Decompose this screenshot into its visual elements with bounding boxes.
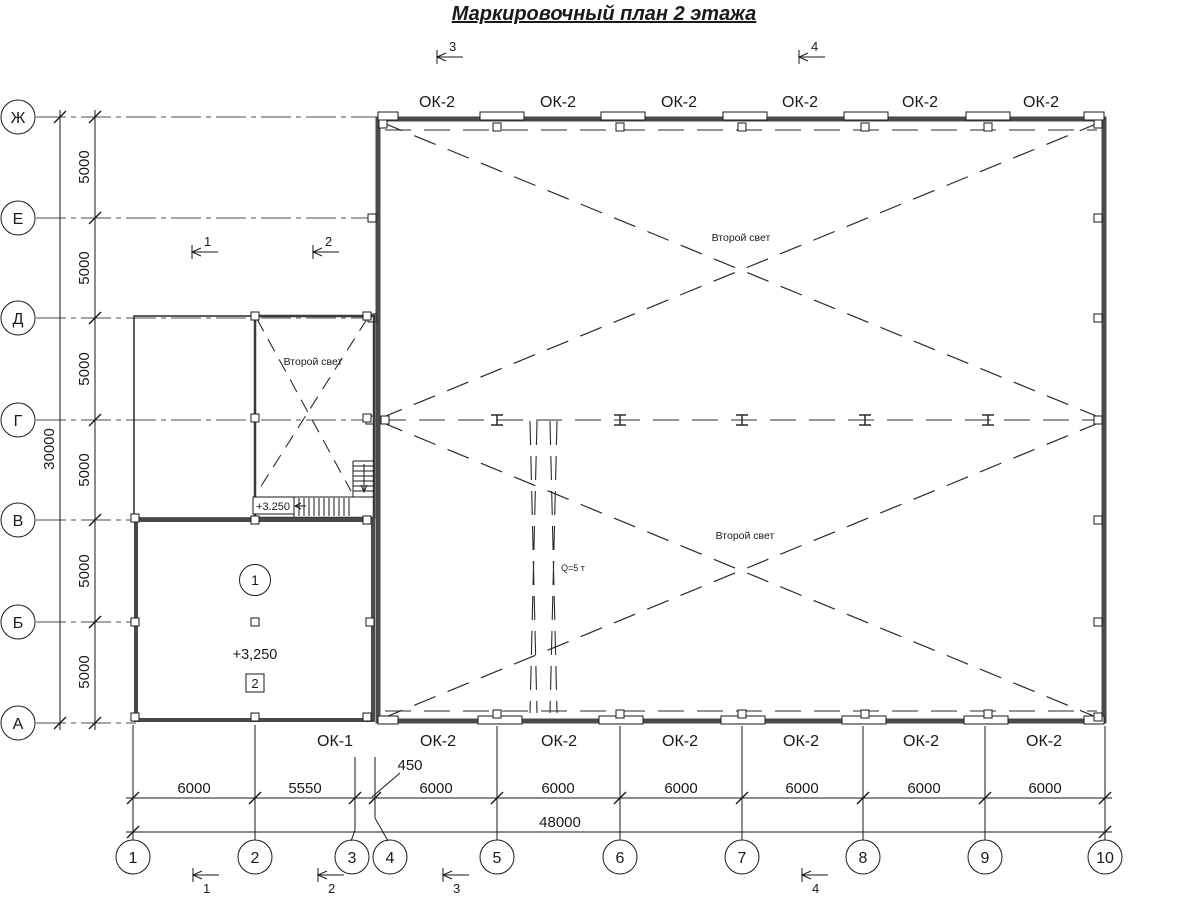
- column-mark: [251, 618, 259, 626]
- section-marker-2-middle: [313, 234, 339, 259]
- section-marker-2-bottom: [318, 868, 344, 896]
- window-label: ОК-2: [783, 733, 819, 750]
- stair-treads-horizontal-flight: [299, 498, 349, 516]
- second-light-room: [255, 316, 374, 518]
- section-markers-top: [437, 39, 825, 64]
- window-label: ОК-2: [540, 94, 576, 111]
- col-axis-label: 2: [250, 850, 260, 867]
- h-dim-label: 6000: [907, 780, 941, 797]
- row-axis-label: Е: [12, 211, 24, 228]
- row-axis-label: Г: [13, 413, 23, 430]
- v-dim-label: 5000: [76, 453, 93, 487]
- window-label: ОК-2: [782, 94, 818, 111]
- stair-elevation-label: +3.250: [256, 501, 290, 513]
- h-dim-label: 6000: [541, 780, 575, 797]
- h-dim-label-450: 450: [397, 757, 423, 774]
- h-dim-label: 6000: [177, 780, 211, 797]
- row-axis-label: Б: [12, 615, 24, 632]
- section-markers-bottom: [193, 868, 828, 896]
- row-axis-label: В: [12, 513, 24, 530]
- window-label: ОК-2: [1026, 733, 1062, 750]
- col-axis-label: 5: [492, 850, 502, 867]
- second-light-label-upper: Второй свет: [711, 232, 771, 244]
- crane-beam-line: [380, 415, 1102, 425]
- section-marker-label: 4: [812, 881, 820, 896]
- h-dim-label: 6000: [419, 780, 453, 797]
- row-axis-label: Д: [12, 311, 24, 328]
- row-axis-bubbles: [1, 100, 35, 740]
- section-marker-label: 2: [325, 234, 333, 249]
- v-dim-label: 5000: [76, 554, 93, 588]
- annex-room-upper-left: [134, 316, 255, 518]
- col-axis-label: 9: [980, 850, 990, 867]
- h-dim-label: 6000: [1028, 780, 1062, 797]
- column-axis-bubbles: [116, 840, 1122, 874]
- section-marker-3-top: [437, 39, 463, 64]
- h-dim-label: 6000: [785, 780, 819, 797]
- section-marker-1-bottom: [193, 868, 219, 896]
- void-diagonals-upper: [381, 122, 1101, 418]
- h-dim-label: 6000: [664, 780, 698, 797]
- bottom-dimension-lines: [126, 725, 1112, 841]
- section-marker-1-middle: [192, 234, 218, 259]
- main-hall: [366, 112, 1104, 724]
- v-dim-label: 5000: [76, 655, 93, 689]
- window-label: ОК-2: [541, 733, 577, 750]
- section-marker-label: 1: [204, 234, 212, 249]
- window-label: ОК-1: [317, 733, 353, 750]
- col-axis-label: 3: [347, 850, 357, 867]
- section-marker-label: 2: [328, 881, 336, 896]
- window-labels-bottom: [317, 733, 1062, 750]
- second-light-label-lower: Второй свет: [715, 530, 775, 542]
- col-axis-label: 6: [615, 850, 625, 867]
- h-dim-label: 5550: [288, 780, 322, 797]
- window-label: ОК-2: [902, 94, 938, 111]
- room-number-label: 1: [251, 572, 259, 588]
- section-marker-label: 3: [453, 881, 461, 896]
- room-tag-label: 2: [251, 676, 259, 691]
- crane-capacity-label: Q=5 т: [561, 563, 585, 573]
- h-total-dim-label: 48000: [539, 814, 581, 831]
- section-marker-label: 1: [203, 881, 211, 896]
- window-label: ОК-2: [420, 733, 456, 750]
- section-marker-label: 4: [811, 39, 819, 54]
- col-axis-label: 4: [385, 850, 395, 867]
- staircase: [253, 461, 374, 517]
- section-marker-4-bottom: [802, 868, 828, 896]
- v-total-dim-label: 30000: [41, 428, 58, 470]
- col-axis-label: 10: [1096, 850, 1114, 867]
- section-markers-middle: [192, 234, 339, 259]
- section-marker-4-top: [799, 39, 825, 64]
- col-axis-label: 1: [128, 850, 138, 867]
- window-label: ОК-2: [419, 94, 455, 111]
- second-light-label-annex: Второй свет: [283, 356, 343, 368]
- window-label: ОК-2: [1023, 94, 1059, 111]
- row-axis-label: Ж: [10, 110, 26, 127]
- void-diagonals-lower: [381, 422, 1101, 719]
- drawing-title: Маркировочный план 2 этажа: [451, 3, 757, 25]
- bottom-wall-columns: [378, 710, 1104, 724]
- col-axis-label: 8: [858, 850, 868, 867]
- room-elevation-label: +3,250: [232, 647, 278, 663]
- section-marker-3-bottom: [443, 868, 469, 896]
- v-dim-label: 5000: [76, 352, 93, 386]
- v-dim-label: 5000: [76, 150, 93, 184]
- window-label: ОК-2: [662, 733, 698, 750]
- window-label: ОК-2: [661, 94, 697, 111]
- crane-runway-rails: [530, 421, 557, 713]
- col-axis-label: 7: [737, 850, 747, 867]
- right-wall-columns: [1094, 120, 1102, 721]
- row-axis-label: А: [12, 716, 24, 733]
- axis-grid-lines: [36, 117, 378, 723]
- left-annex: [131, 312, 374, 721]
- window-label: ОК-2: [903, 733, 939, 750]
- window-labels-top: [419, 94, 1059, 111]
- section-marker-label: 3: [449, 39, 457, 54]
- v-dim-label: 5000: [76, 251, 93, 285]
